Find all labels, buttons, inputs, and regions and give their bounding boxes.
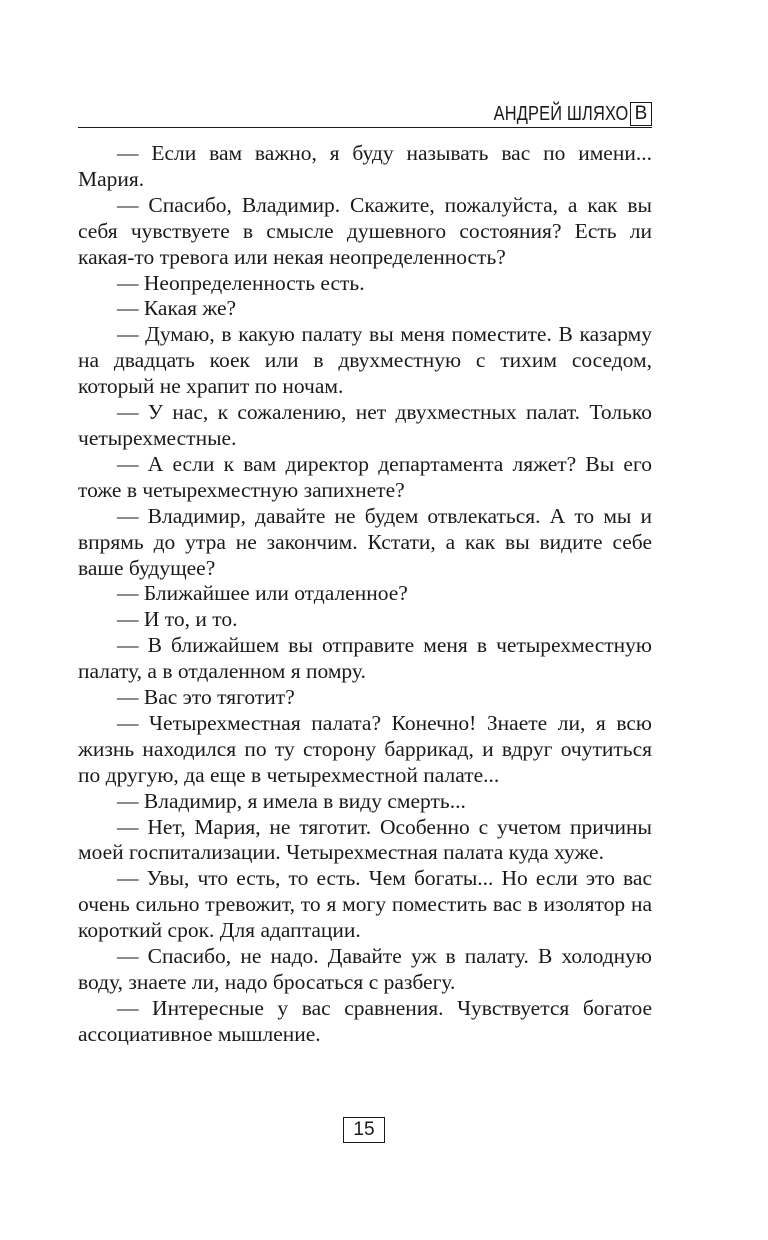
paragraph: — Нет, Мария, не тяготит. Особенно с учетом причины моей госпитализации. Четырехместная палата куда хуже. — [78, 814, 652, 865]
header-rule — [78, 127, 652, 128]
paragraph: — Интересные у вас сравнения. Чувствуется богатое ассоциативное мышление. — [78, 995, 652, 1046]
body-text — [78, 141, 652, 1048]
paragraph: — И то, и то. — [117, 607, 238, 632]
paragraph: — Думаю, в какую палату вы меня поместите. В казарму на двадцать коек или в двухместную с тихим соседом, который не храпит по ночам. — [78, 322, 652, 399]
paragraph: — Увы, что есть, то есть. Чем богаты... Но если это вас очень сильно тревожит, то я могу поместить вас в изолятор на короткий срок. Для адаптации. — [78, 866, 652, 943]
paragraph: — Ближайшее или отдаленное? — [117, 581, 408, 606]
paragraph: — Вас это тяготит? — [117, 685, 295, 710]
paragraph: — Какая же? — [117, 296, 237, 321]
paragraph: — Спасибо, Владимир. Скажите, пожалуйста, а как вы себя чувствуете в смысле душевного состояния? Есть ли какая-то тревога или некая неопределенность? — [78, 192, 652, 269]
paragraph: — В ближайшем вы отправите меня в четырехместную палату, а в отдаленном я помру. — [78, 633, 652, 684]
paragraph: — У нас, к сожалению, нет двухместных палат. Только четырехместные. — [78, 400, 652, 450]
paragraph: — Спасибо, не надо. Давайте уж в палату. В холодную воду, знаете ли, надо бросаться с разбегу. — [78, 944, 652, 994]
paragraph: — Неопределенность есть. — [117, 270, 365, 295]
running-header — [78, 102, 652, 128]
paragraph: — А если к вам директор департамента ляжет? Вы его тоже в четырехместную запихнете? — [78, 451, 652, 502]
paragraph: — Владимир, давайте не будем отвлекаться. А то мы и впрямь до утра не закончим. Кстати, а как вы видите себе ваше будущее? — [78, 503, 652, 580]
header-letter-box: В — [630, 102, 652, 126]
page-number: 15 — [343, 1117, 385, 1143]
paragraph: — Четырехместная палата? Конечно! Знаете ли, я всю жизнь находился по ту сторону баррикад, и вдруг очутиться по другую, да еще в четырехместной палате... — [78, 710, 652, 787]
header-author-name: АНДРЕЙ ШЛЯХО — [493, 103, 628, 125]
paragraph: — Владимир, я имела в виду смерть... — [117, 788, 466, 813]
paragraph: — Если вам важно, я буду называть вас по имени... Мария. — [78, 141, 652, 191]
